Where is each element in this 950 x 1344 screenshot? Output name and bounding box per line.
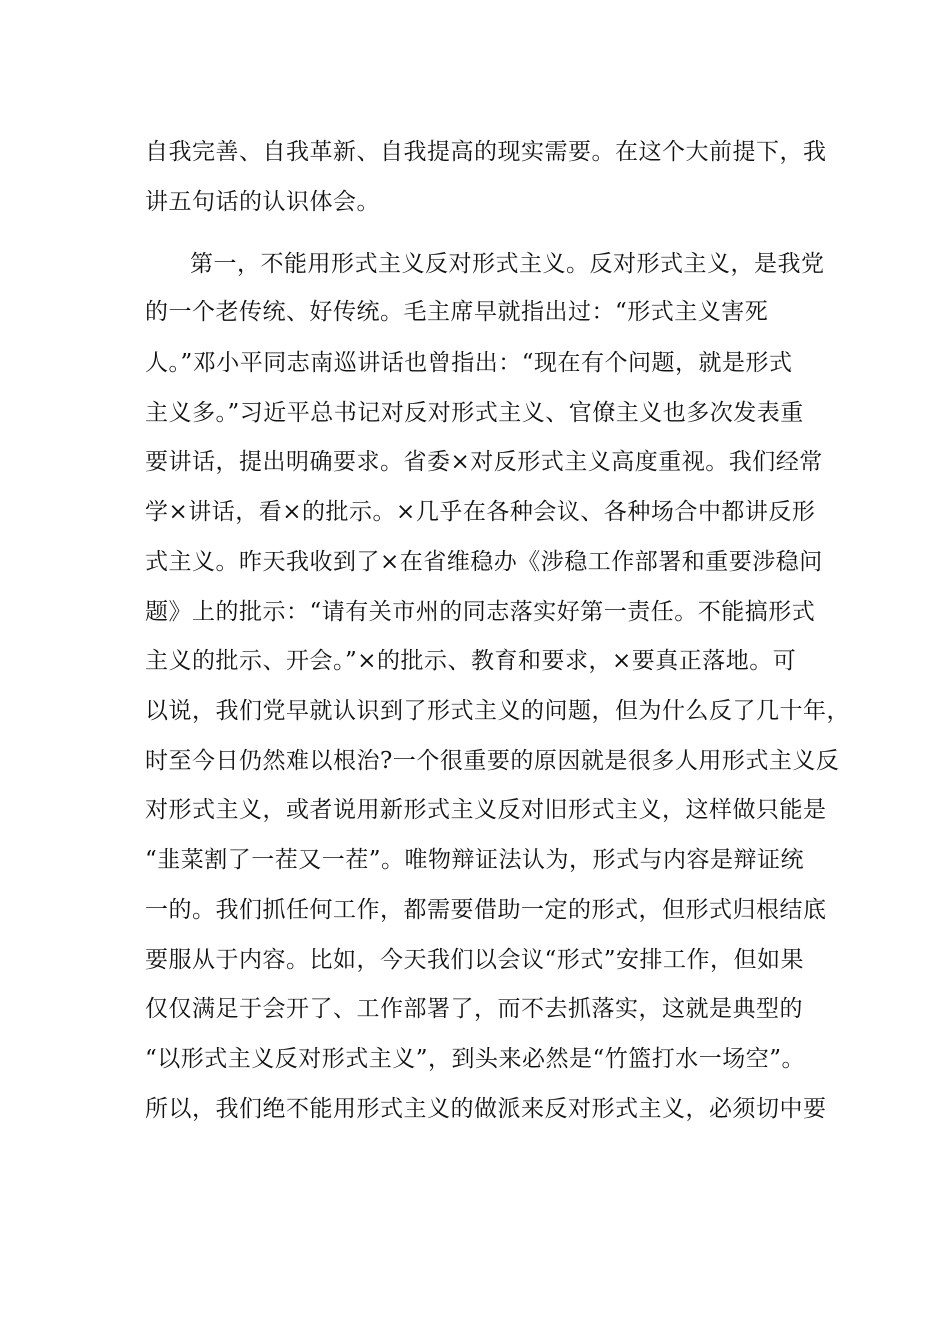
- text-line: 主义多。”习近平总书记对反对形式主义、官僚主义也多次发表重: [145, 400, 804, 426]
- text-line: 要讲话，提出明确要求。省委×对反形式主义高度重视。我们经常: [145, 449, 823, 475]
- text-line: 的一个老传统、好传统。毛主席早就指出过：“形式主义害死: [145, 299, 769, 325]
- text-line: 第一，不能用形式主义反对形式主义。反对形式主义，是我党: [190, 251, 825, 277]
- text-line: 对形式主义，或者说用新形式主义反对旧形式主义，这样做只能是: [145, 797, 827, 823]
- text-line: 学×讲话，看×的批示。×几乎在各种会议、各种场合中都讲反形: [145, 499, 816, 525]
- text-line: “韭菜割了一茬又一茬”。唯物辩证法认为，形式与内容是辩证统: [145, 847, 805, 873]
- text-line: 时至今日仍然难以根治?一个很重要的原因就是很多人用形式主义反: [145, 748, 840, 774]
- text-line: “以形式主义反对形式主义”，到头来必然是“竹篮打水一场空”。: [145, 1046, 806, 1072]
- text-line: 要服从于内容。比如，今天我们以会议“形式”安排工作，但如果: [145, 947, 805, 973]
- text-line: 一的。我们抓任何工作，都需要借助一定的形式，但形式归根结底: [145, 897, 827, 923]
- text-line: 仅仅满足于会开了、工作部署了，而不去抓落实，这就是典型的: [145, 996, 803, 1022]
- text-line: 主义的批示、开会。”×的批示、教育和要求，×要真正落地。可: [145, 648, 797, 674]
- text-line: 讲五句话的认识体会。: [145, 189, 380, 215]
- text-line: 所以，我们绝不能用形式主义的做派来反对形式主义，必须切中要: [145, 1096, 827, 1122]
- text-line: 人。”邓小平同志南巡讲话也曾指出：“现在有个问题，就是形式: [145, 350, 793, 376]
- text-line: 式主义。昨天我收到了×在省维稳办《涉稳工作部署和重要涉稳问: [145, 549, 823, 575]
- text-line: 题》上的批示：“请有关市州的同志落实好第一责任。不能搞形式: [145, 599, 816, 625]
- text-line: 自我完善、自我革新、自我提高的现实需要。在这个大前提下，我: [145, 139, 827, 165]
- text-line: 以说，我们党早就认识到了形式主义的问题，但为什么反了几十年，: [145, 698, 850, 724]
